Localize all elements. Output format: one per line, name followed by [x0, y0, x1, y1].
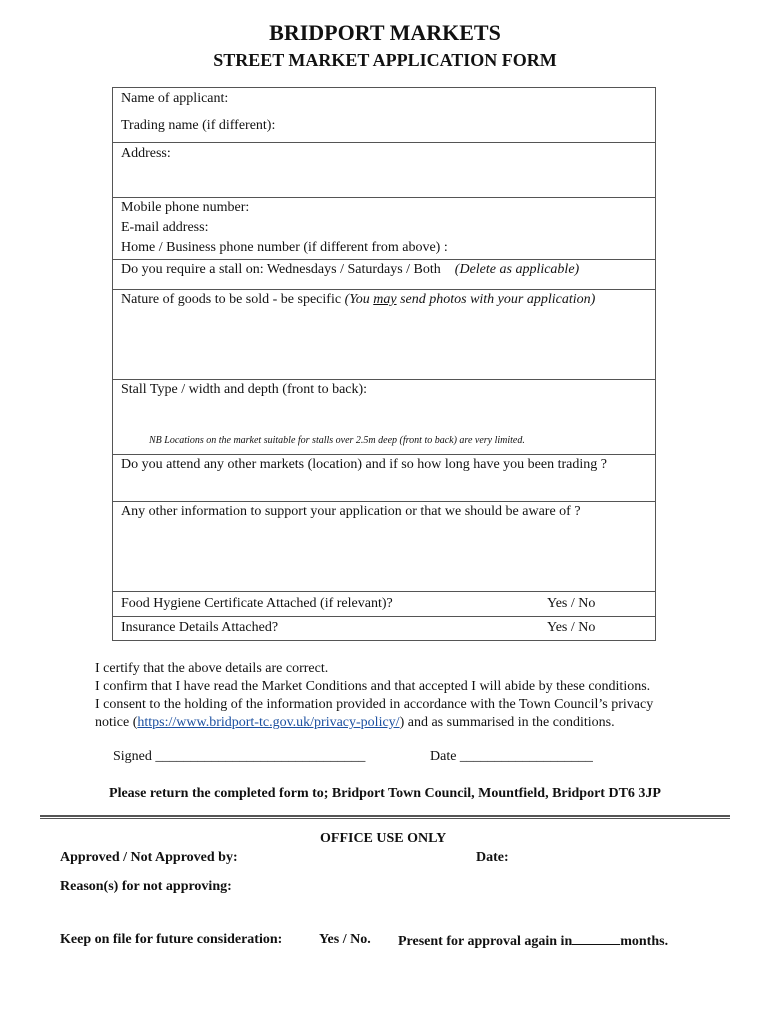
conditions-line: I confirm that I have read the Market Conditions and that accepted I will abide by these conditions.	[95, 679, 651, 694]
office-use-heading: OFFICE USE ONLY	[320, 831, 447, 846]
reasons-field: Reason(s) for not approving:	[60, 879, 232, 894]
stall-depth-note: NB Locations on the market suitable for stalls over 2.5m deep (front to back) are very limited.	[149, 435, 525, 446]
goods-label: Nature of goods to be sold - be specific (You may send photos with your application)	[121, 292, 596, 307]
trading-name-label: Trading name (if different):	[121, 118, 276, 133]
other-markets-cell[interactable]	[113, 455, 655, 502]
stall-type-cell[interactable]	[113, 380, 655, 455]
stall-days-label: Do you require a stall on: Wednesdays / Saturdays / Both (Delete as applicable)	[121, 262, 580, 277]
approval-field: Approved / Not Approved by:	[60, 850, 238, 865]
signature-date-field[interactable]: Date ___________________	[430, 749, 593, 764]
return-address: Please return the completed form to; Bridport Town Council, Mountfield, Bridport DT6 3JP	[109, 786, 661, 801]
applicant-name-cell[interactable]	[113, 88, 655, 143]
food-hygiene-yes-no[interactable]: Yes / No	[547, 596, 596, 611]
other-info-cell[interactable]	[113, 502, 655, 592]
goods-cell[interactable]	[113, 290, 655, 380]
privacy-notice-line: notice (https://www.bridport-tc.gov.uk/privacy-policy/) and as summarised in the conditions.	[95, 715, 615, 730]
email-label: E-mail address:	[121, 220, 209, 235]
insurance-cell	[113, 617, 655, 641]
food-hygiene-cell	[113, 592, 655, 617]
signed-field[interactable]: Signed ______________________________	[113, 749, 366, 764]
address-cell[interactable]	[113, 143, 655, 198]
insurance-label: Insurance Details Attached?	[121, 620, 279, 635]
stall-days-note: (Delete as applicable)	[454, 262, 580, 277]
privacy-policy-link[interactable]: https://www.bridport-tc.gov.uk/privacy-policy/	[137, 715, 400, 730]
application-form-table	[112, 87, 656, 641]
other-info-label: Any other information to support your application or that we should be aware of ?	[121, 504, 581, 519]
stall-days-cell[interactable]	[113, 260, 655, 290]
food-hygiene-label: Food Hygiene Certificate Attached (if relevant)?	[121, 596, 393, 611]
form-title: BRIDPORT MARKETS	[269, 20, 501, 45]
certify-line: I certify that the above details are correct.	[95, 661, 329, 676]
form-subtitle: STREET MARKET APPLICATION FORM	[213, 50, 557, 70]
applicant-name-label: Name of applicant:	[121, 91, 229, 106]
keep-on-file-yes-no: Yes / No.	[319, 932, 371, 947]
present-again-field: Present for approval again in months.	[398, 934, 669, 949]
months-blank[interactable]	[572, 932, 620, 945]
contact-cell[interactable]	[113, 198, 655, 260]
mobile-label: Mobile phone number:	[121, 200, 250, 215]
insurance-yes-no[interactable]: Yes / No	[547, 620, 596, 635]
office-date-field: Date:	[476, 850, 509, 865]
office-divider	[40, 815, 730, 819]
stall-type-label: Stall Type / width and depth (front to back):	[121, 382, 368, 397]
privacy-consent-line: I consent to the holding of the information provided in accordance with the Town Council’s privacy	[95, 697, 654, 712]
other-markets-label: Do you attend any other markets (location) and if so how long have you been trading ?	[121, 457, 607, 472]
home-phone-label: Home / Business phone number (if different from above) :	[121, 240, 448, 255]
keep-on-file-label: Keep on file for future consideration:	[60, 932, 283, 947]
address-label: Address:	[121, 146, 171, 161]
